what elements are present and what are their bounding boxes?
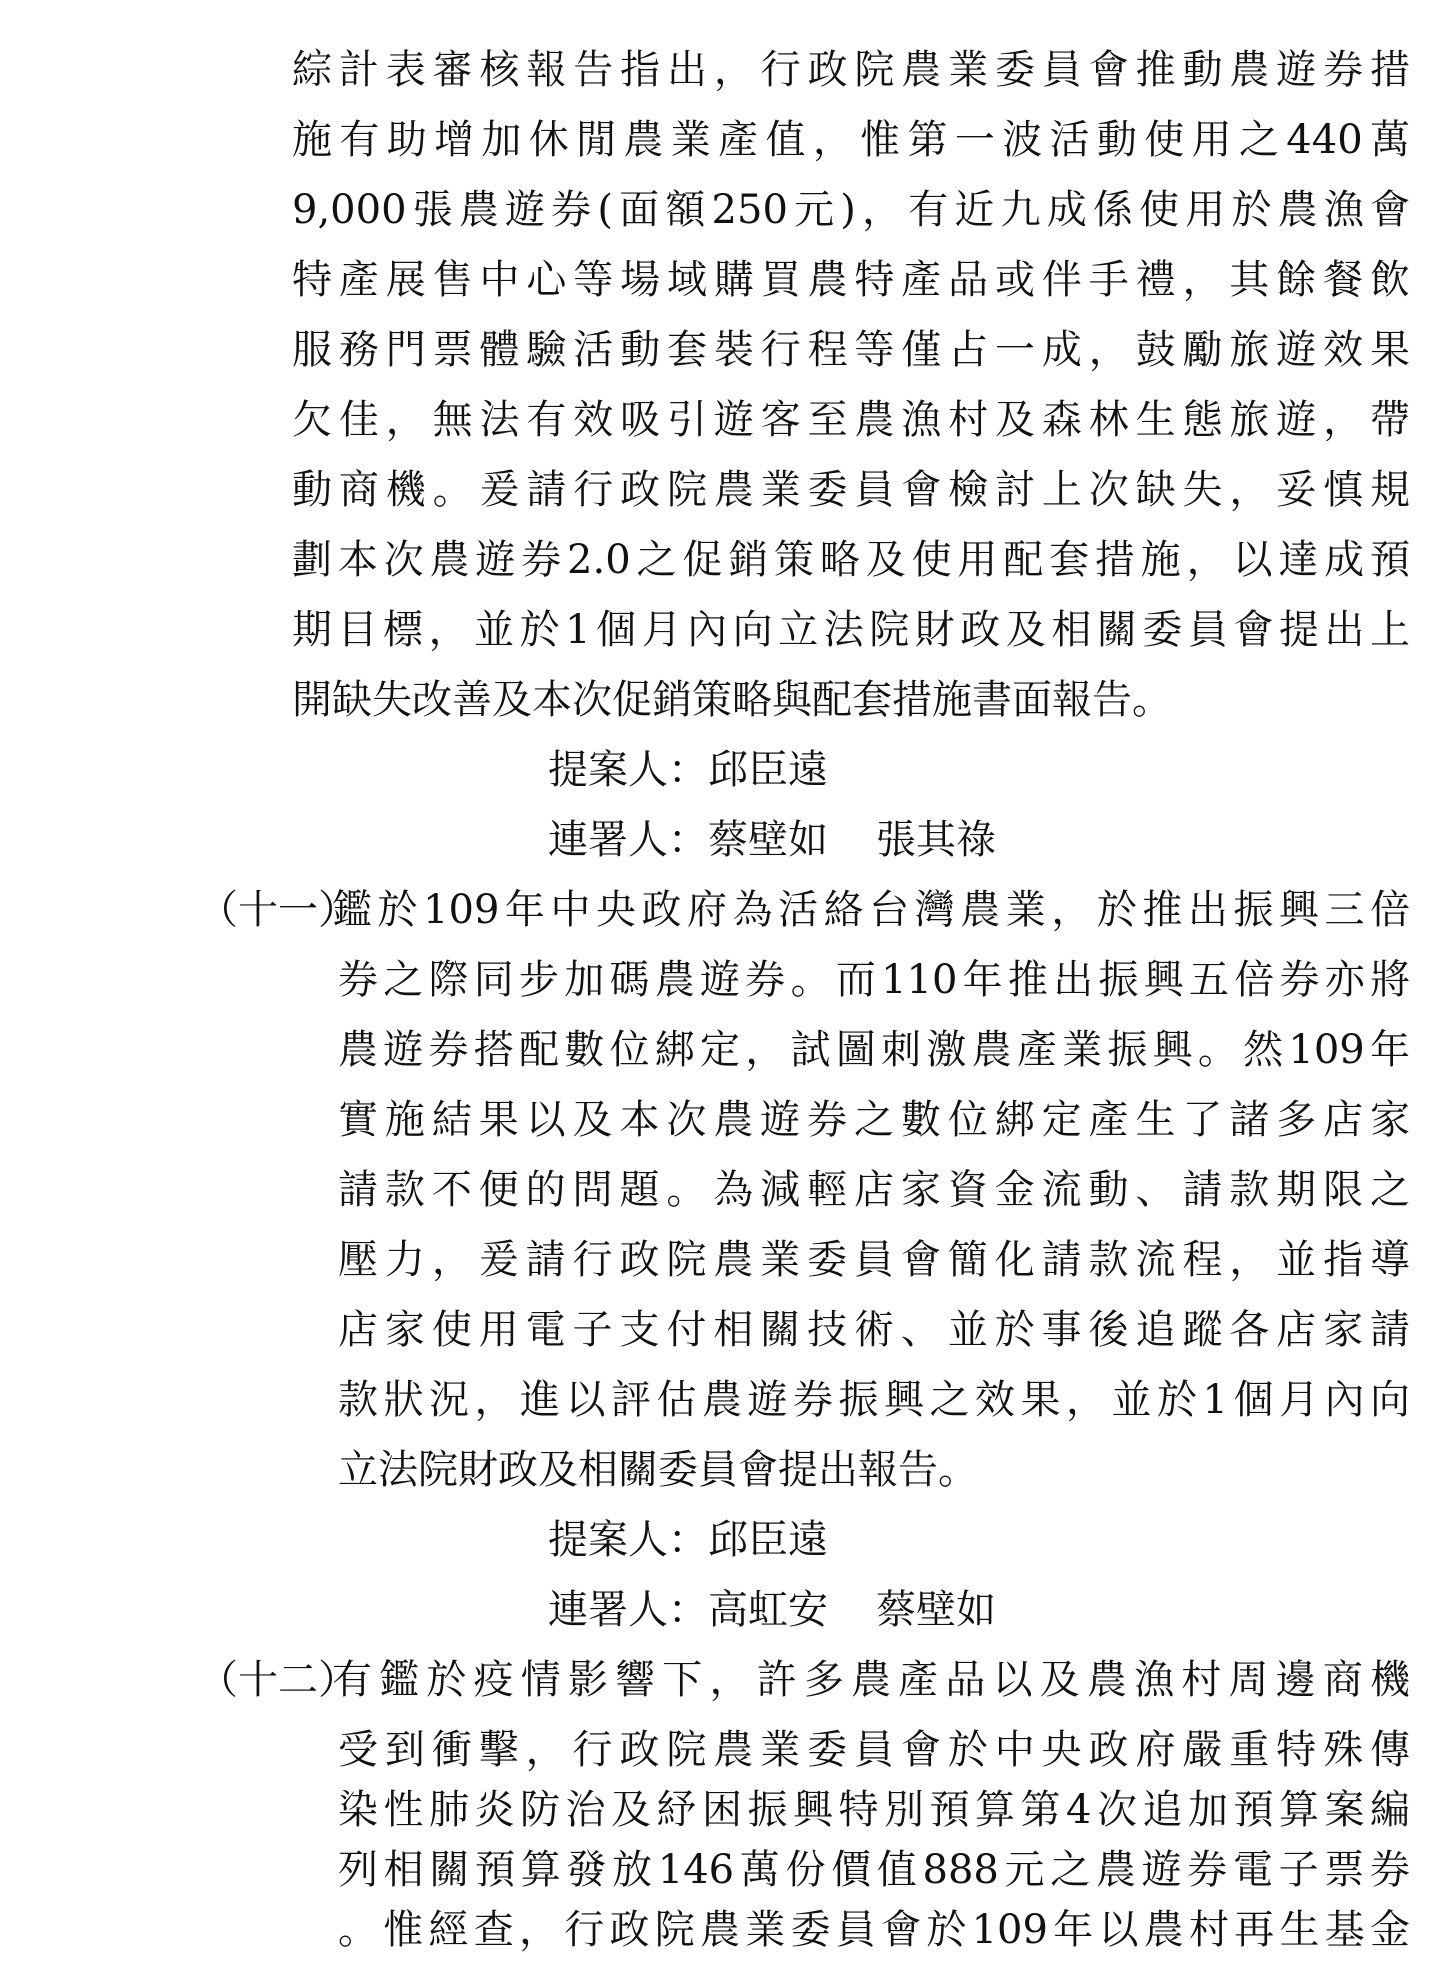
item-number: （十一） [198,887,358,933]
paragraph-line: 欠佳，無法有效吸引遊客至農漁村及森林生態旅遊，帶 [292,397,1410,443]
paragraph-line: 9,000張農遊券(面額250元)，有近九成係使用於農漁會 [292,187,1410,233]
paragraph-line: 綜計表審核報告指出，行政院農業委員會推動農遊券措 [292,47,1410,93]
paragraph-line: 特產展售中心等場域購買農特產品或伴手禮，其餘餐飲 [292,257,1410,303]
cosigner-name: 蔡壁如 [708,817,828,863]
proposer-name: 邱臣遠 [708,747,828,793]
proposer-label: 提案人： [548,1517,708,1563]
paragraph-line: 劃本次農遊券2.0之促銷策略及使用配套措施，以達成預 [292,537,1410,583]
item-line: 請款不便的問題。為減輕店家資金流動、請款期限之 [338,1167,1410,1213]
item-number: （十二） [198,1657,358,1703]
cosigner-name: 蔡壁如 [876,1587,996,1633]
paragraph-line: 期目標，並於1個月內向立法院財政及相關委員會提出上 [292,607,1410,653]
item-line: 款狀況，進以評估農遊券振興之效果，並於1個月內向 [338,1377,1410,1423]
item-line: 農遊券搭配數位綁定，試圖刺激農產業振興。然109年 [338,1027,1410,1073]
item-first-line: 有鑑於疫情影響下，許多農產品以及農漁村周邊商機 [332,1657,1410,1703]
cosigner-name: 張其祿 [876,817,996,863]
item-line: 列相關預算發放146萬份價值888元之農遊券電子票券 [338,1847,1410,1893]
proposer-name: 邱臣遠 [708,1517,828,1563]
paragraph-line: 動商機。爰請行政院農業委員會檢討上次缺失，妥慎規 [292,467,1410,513]
item-line: 立法院財政及相關委員會提出報告。 [338,1447,978,1493]
proposer-label: 提案人： [548,747,708,793]
cosigner-name: 高虹安 [708,1587,828,1633]
cosigner-line [548,816,996,864]
proposer-line [548,746,828,794]
item-line: 壓力，爰請行政院農業委員會簡化請款流程，並指導 [338,1237,1410,1283]
cosigner-line [548,1586,996,1634]
item-line: 店家使用電子支付相關技術、並於事後追蹤各店家請 [338,1307,1410,1353]
item-line: 受到衝擊，行政院農業委員會於中央政府嚴重特殊傳 [338,1727,1410,1773]
paragraph-line: 開缺失改善及本次促銷策略與配套措施書面報告。 [292,677,1172,723]
item-line: 。惟經查，行政院農業委員會於109年以農村再生基金 [338,1907,1410,1953]
proposer-line [548,1516,828,1564]
cosigner-label: 連署人： [548,817,708,863]
paragraph-line: 施有助增加休閒農業產值，惟第一波活動使用之440萬 [292,117,1410,163]
paragraph-line: 服務門票體驗活動套裝行程等僅占一成，鼓勵旅遊效果 [292,327,1410,373]
cosigner-label: 連署人： [548,1587,708,1633]
item-line: 實施結果以及本次農遊券之數位綁定產生了諸多店家 [338,1097,1410,1143]
item-line: 券之際同步加碼農遊券。而110年推出振興五倍券亦將 [338,957,1410,1003]
item-line: 染性肺炎防治及紓困振興特別預算第4次追加預算案編 [338,1787,1410,1833]
item-first-line: 鑑於109年中央政府為活絡台灣農業，於推出振興三倍 [332,887,1410,933]
